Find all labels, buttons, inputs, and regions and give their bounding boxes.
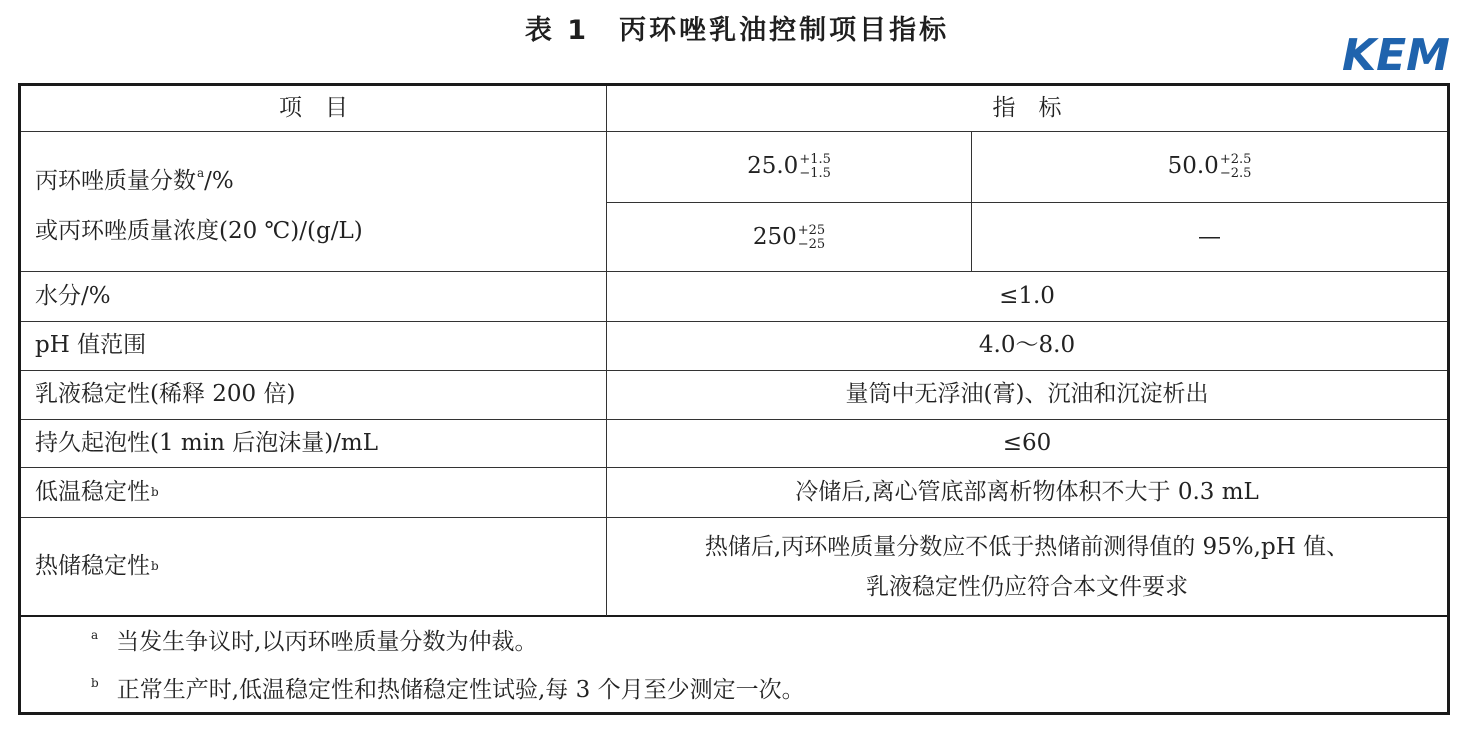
row-value-heat: [607, 518, 1447, 615]
header-item: 项 目: [279, 95, 348, 122]
row-value-cold: 冷储后,离心管底部离析物体积不大于 0.3 mL: [795, 478, 1259, 505]
spec-table: [18, 83, 1450, 715]
row-item-cold: 低温稳定性 b: [35, 478, 159, 505]
row-value-foam: ≤60: [1002, 429, 1052, 456]
heat-line2: 乳液稳定性仍应符合本文件要求: [866, 573, 1188, 600]
kem-logo: [1338, 30, 1450, 76]
content-value-2: 50.0 +2.5 −2.5: [1167, 152, 1252, 181]
footnote-a: $^a$ 当发生争议时,以丙环唑质量分数为仲裁。: [91, 628, 538, 655]
content-line1: 丙环唑质量分数$^a$/%: [35, 166, 234, 194]
row-item-heat: 热储稳定性 b: [35, 552, 159, 579]
content-value-3: 250 +25 −25: [752, 222, 826, 252]
row-item-ph: pH 值范围: [35, 332, 147, 359]
heat-line1: 热储后,丙环唑质量分数应不低于热储前测得值的 95%,pH 值、: [704, 533, 1350, 560]
row-value-moisture: ≤1.0: [999, 282, 1055, 309]
footnote-b: $^b$ 正常生产时,低温稳定性和热储稳定性试验,每 3 个月至少测定一次。: [91, 676, 805, 703]
content-item: [21, 132, 606, 272]
row-item-moisture: 水分/%: [35, 282, 111, 309]
table-title: 表 1 丙环唑乳油控制项目指标: [524, 15, 950, 46]
row-item-emulsion: 乳液稳定性(稀释 200 倍): [35, 381, 296, 408]
logo-text: KEM: [1342, 30, 1450, 76]
header-index: 指 标: [992, 95, 1062, 122]
content-value-1: 25.0 +1.5 −1.5: [747, 152, 831, 181]
notes-divider: [21, 615, 1447, 617]
content-line2: 或丙环唑质量浓度(20 ℃)/(g/L): [35, 218, 363, 244]
content-value-4: —: [1198, 223, 1221, 250]
row-item-foam: 持久起泡性(1 min 后泡沫量)/mL: [35, 429, 379, 456]
row-value-ph: 4.0～8.0: [978, 332, 1076, 359]
row-value-emulsion: 量筒中无浮油(膏)、沉油和沉淀析出: [845, 381, 1209, 408]
